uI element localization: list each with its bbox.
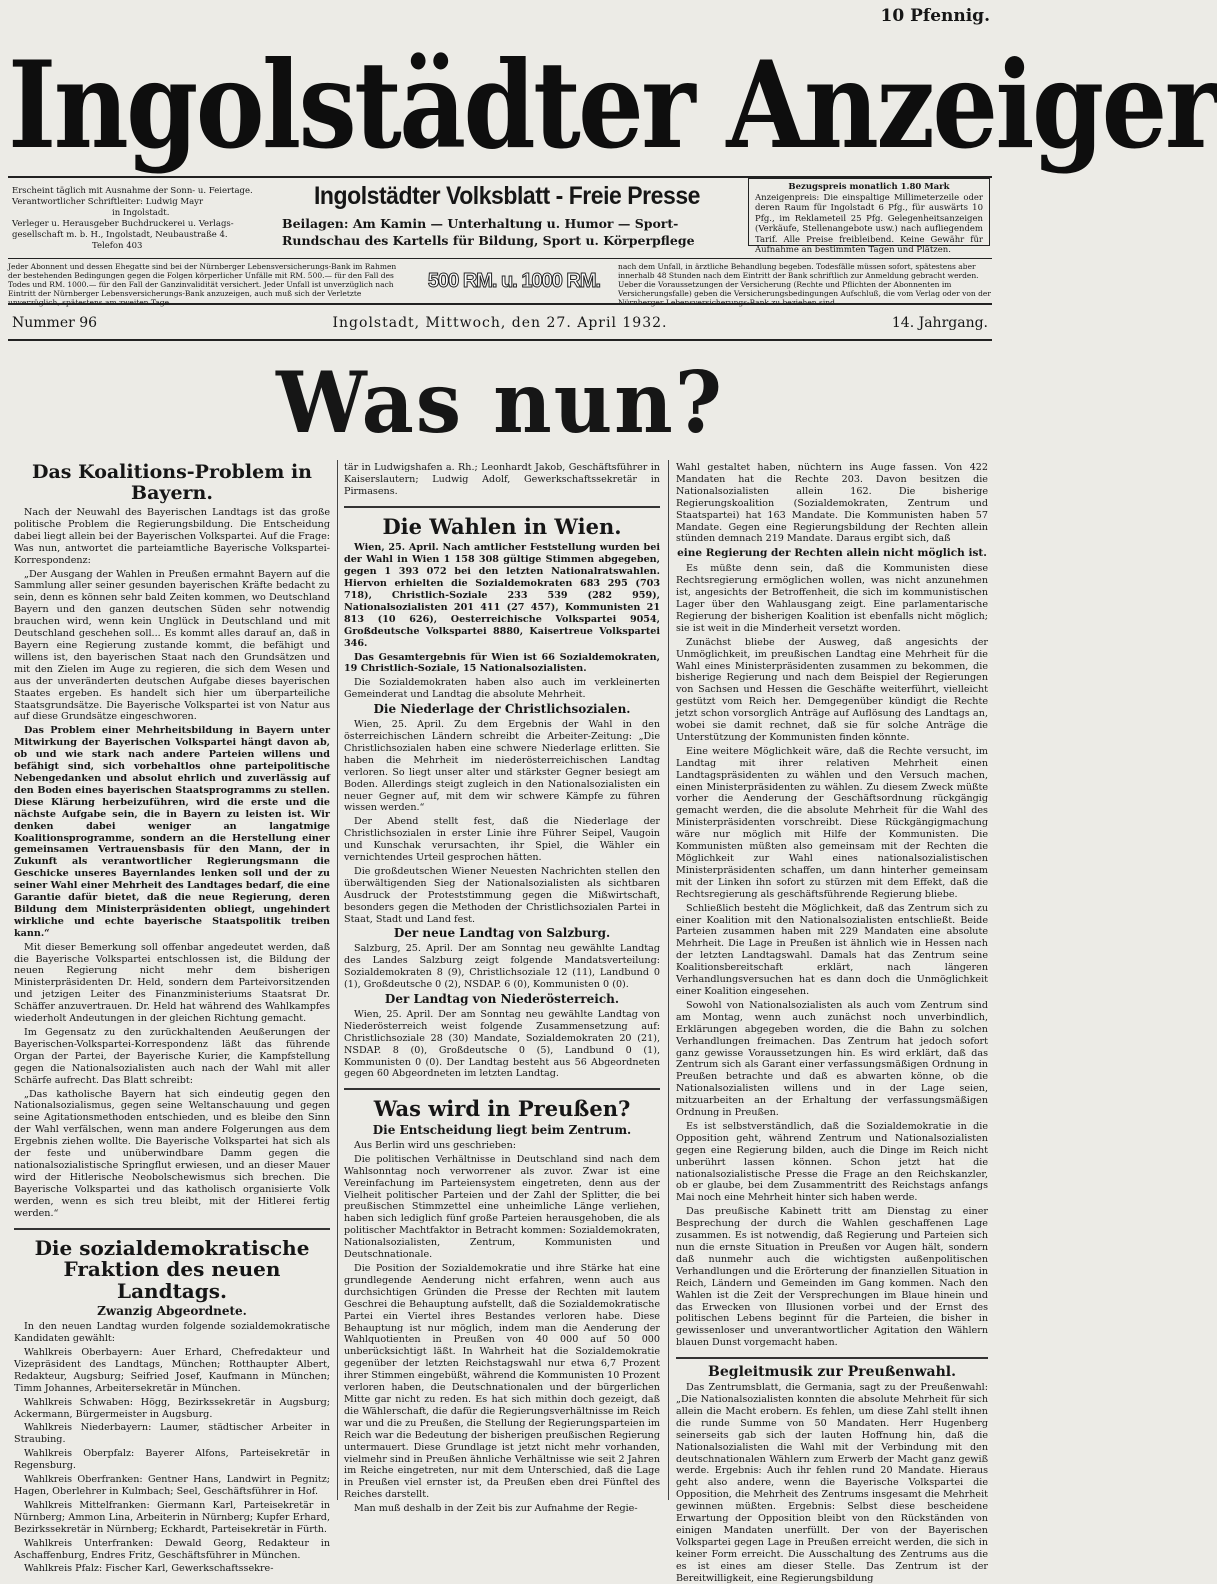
article-paragraph: Aus Berlin wird uns geschrieben: [354,1139,517,1151]
article-paragraph: Zunächst bliebe der Ausweg, daß angesichts der Unmöglichkeit, im preußischen Landtag eine Mehrheit für die Wahl eines Ministerpräsidenten zusammen zu bekommen, die bisherige Regierung und nach dem Beispiel der Regierungen von Sachsen und Hessen die Geschäfte weiterführt, vielleicht gestützt vom Reich her. Demgegenüber kündigt die Rechte jetzt schon vorsorglich Anträge auf Auflösung des Landtags an, wobei sie damit rechnet, daß sie für solche Anträge die Unterstützung der Kommunisten finden könnte. [676,636,988,743]
divider [8,303,992,305]
publisher-line: gesellschaft m. b. H., Ingolstadt, Neubaustraße 4. [12,230,228,240]
article-paragraph: Wahlkreis Schwaben: Högg, Bezirkssekretär in Augsburg; Ackermann, Bürgermeister in Augsburg. [14,1396,330,1420]
article-paragraph: Wahlkreis Unterfranken: Dewald Georg, Redakteur in Aschaffenburg, Endres Fritz, Geschäftsführer in München. [14,1537,330,1561]
subscription-price: Bezugspreis monatlich 1.80 Mark [788,182,950,192]
divider [8,258,992,259]
article-paragraph: Das Gesamtergebnis für Wien ist 66 Sozialdemokraten, 19 Christlich-Soziale, 15 Nationalsozialisten. [344,651,660,675]
pricing-box [748,178,990,255]
column-1 [14,461,330,1575]
article-emphasis: eine Regierung der Rechten allein nicht möglich ist. [677,547,987,560]
article-paragraph: Wahlkreis Oberbayern: Auer Erhard, Chefredakteur und Vizepräsident des Landtags, München; Rotthaupter Albert, Redakteur, Augsburg; Seifried Josef, Kaufmann in München; Timm Johannes, Arbeitersekretär in München. [14,1347,330,1394]
article-paragraph: „Das katholische Bayern hat sich eindeutig gegen den Nationalsozialismus, gegen seine Weltanschauung und gegen seine Agitationsmethoden entschieden, und es bleibe den Sinn der Wahl verfälschen, wenn man andere Folgerungen aus dem Ergebnis ziehen wollte. Die Bayerische Volkspartei hat sich als der feste und unüberwindbare Damm gegen die nationalsozialistische Springflut erwiesen, und an dieser Mauer wird der Hitlerische Neobolschewismus sich brechen. Die Bayerische Volkspartei und das katholisch organisierte Volk werden, wenn es sich treu bleibt, mit der Hitlerei fertig werden.“ [14,1088,330,1219]
article-divider [344,1088,660,1090]
article-paragraph: Es ist selbstverständlich, daß die Sozialdemokratie in die Opposition geht, während Zentrum und Nationalsozialisten gegen eine Regierung bilden, auch die Dinge im Reich nicht unberührt lassen können. Schon jetzt hat die nationalsozialistische Presse die Frage an den Reichskanzler, ob er glaube, bei dem Zusammentritt des Reichstags anfangs Mai noch eine Mehrheit hinter sich haben werde. [676,1120,988,1204]
article-divider [344,506,660,508]
article-paragraph: Eine weitere Möglichkeit wäre, daß die Rechte versucht, im Landtag mit ihrer relativen Mehrheit einen Landtagspräsidenten zu wählen und den Versuch machen, einen Ministerpräsidenten zu wählen. Zu diesem Zweck müßte vorher die Aenderung der Geschäftsordnung rückgängig gemacht werden, die die absolute Mehrheit für die Wahl des Ministerpräsidenten vorschreibt. Diese Rückgängigmachung wäre nur möglich mit Hilfe der Kommunisten. Die Kommunisten müßten also gemeinsam mit der Rechten die Möglichkeit zur Wahl eines nationalsozialistischen Ministerpräsidenten schaffen, um dann hinterher gemeinsam mit der Linken ihn sofort zu stürzen mit dem Effekt, daß die Rechtsregierung als geschäftsführende Regierung bliebe. [676,745,988,900]
volume-number: 14. Jahrgang. [891,315,988,331]
publisher-line: Verleger u. Herausgeber Buchdruckerei u. Verlags- [12,219,234,229]
article-headline: Die sozialdemokratische Fraktion des neuen Landtags. [34,1235,310,1303]
article-divider [14,1228,330,1230]
supplements-line: Rundschau des Kartells für Bildung, Sport u. Körperpflege [282,233,695,248]
masthead-title: Ingolstädter Anzeiger [8,35,1217,176]
article-paragraph: „Der Ausgang der Wahlen in Preußen ermahnt Bayern auf die Sammlung aller seiner gesunden bayerischen Kräfte bedacht zu sein, denn es können sehr bald Zeiten kommen, wo Deutschland Bayern und den ganzen deutschen Süden sehr notwendig brauchen wird, wenn kein Unglück in Deutschland und mit Deutschland geschehen soll... Es kommt alles darauf an, daß in Bayern eine Regierung zustande kommt, die befähigt und willens ist, den bayerischen Staat nach den Grundsätzen und mit den Zielen im Auge zu regieren, die sich dem Wesen und aus der unveränderten deutschen Aufgabe dieses bayerischen Staates ergeben. Es handelt sich hier um überparteiliche Staatsgrundsätze. Die Bayerische Volkspartei ist von Natur aus auf diese Grundsätze eingeschworen. [14,568,330,723]
article-paragraph: Es müßte denn sein, daß die Kommunisten diese Rechtsregierung ermöglichen wollen, was nicht anzunehmen ist, angesichts der Betroffenheit, die sich im kommunistischen Lager über den Wahlausgang zeigt. Eine parlamentarische Regierung der bisherigen Koalition ist ebenfalls nicht möglich; sie ist weit in die Minderheit versetzt worden. [676,563,988,634]
article-paragraph: Mit dieser Bemerkung soll offenbar angedeutet werden, daß die Bayerische Volkspartei entschlossen ist, die Bildung der neuen Regierung nicht mehr dem bisherigen Ministerpräsidenten Dr. Held, sondern dem Parteivorsitzenden und jetzigen Leiter des Finanzministeriums Staatsrat Dr. Schäffer anzuvertrauen. Dr. Held hat während des Wahlkampfes wiederholt Andeutungen in der gleichen Richtung gemacht. [14,941,330,1025]
article-paragraph: Man muß deshalb in der Zeit bis zur Aufnahme der Regie- [354,1503,638,1515]
dateline [12,313,988,333]
issue-date: Ingolstadt, Mittwoch, den 27. April 1932. [332,315,668,331]
article-paragraph: Schließlich besteht die Möglichkeit, daß das Zentrum sich zu einer Koalition mit den Nationalsozialisten entschließt. Beide Parteien zusammen haben mit 229 Mandaten eine absolute Mehrheit. Die Lage in Preußen ist ähnlich wie in Hessen nach der letzten Landtagswahl. Damals hat das Zentrum seine Koalitionsbereitschaft erklärt, nach längeren Verhandlungsversuchen hat es dann doch die Unmöglichkeit einer Koalition eingesehen. [676,902,988,997]
article-paragraph: Das Zentrumsblatt, die Germania, sagt zu der Preußenwahl: „Die Nationalsozialisten konnten die absolute Mehrheit für sich allein die Macht erobern. Es fehlen, um diese Zahl stellt ihnen die runde Summe von 50 Mandaten. Herr Hugenberg seinerseits gab sich der lauten Hoffnung hin, daß die Nationalsozialisten die Wahl mit der Verbindung mit den deutschnationalen Wählern zum Erwerb der Macht ganz gewiß werde. Ergebnis: Auch ihr fehlen rund 20 Mandate. Hieraus geht also andere, wenn die Bayerische Volkspartei die Opposition, die Mehrheit des Zentrums insgesamt die Mehrheit gewinnen müßten. Ergebnis: Selbst diese bescheidene Erwartung der Opposition bleibt von den Rückständen von einigen Mandaten unerfüllt. Der von der Bayerischen Volkspartei gegen Lage in Preußen erreicht werden, die sich in keiner Form erreicht. Die Ausschaltung des Zentrums aus die es ist eines am dieser Stelle. Das Zentrum ist der Bereitwilligkeit, eine Regierungsbildung [676,1382,988,1584]
article-paragraph: Die Position der Sozialdemokratie und ihre Stärke hat eine grundlegende Aenderung nicht erfahren, wenn auch aus durchsichtigen Gründen die Presse der Rechten mit lautem Geschrei die Behauptung aufstellt, daß die Sozialdemokratische Partei ein Viertel ihres Bestandes verloren habe. Diese Behauptung ist nur möglich, indem man die Aenderung der Wahlquotienten in Preußen von 40 000 auf 50 000 unberücksichtigt läßt. In Wahrheit hat die Sozialdemokratie gegenüber der letzten Reichstagswahl nur etwa 6,7 Prozent ihrer Stimmen eingebüßt, während die Kommunisten 10 Prozent verloren haben, die Deutschnationalen und der bürgerlichen Mitte gar nicht zu reden. Es hat sich mithin doch gezeigt, daß die Wählerschaft, die dafür die Regierungsverhältnisse im Reich war und die zu Preußen, die Stellung der Regierungsparteien im Reich war die Bedeutung der bisherigen preußischen Regierung untermauert. Diese Grundlage ist jetzt nicht mehr vorhanden, vielmehr sind in Preußen ähnliche Verhältnisse wie seit 2 Jahren im Reiche eingetreten, nur mit dem Unterschied, daß die Lage in Preußen viel ernster ist, da Preußen eben drei Fünftel des Reiches darstellt. [344,1263,660,1501]
article-paragraph: Die Sozialdemokraten haben also auch im verkleinerten Gemeinderat und Landtag die absolute Mehrheit. [344,677,660,701]
article-paragraph: Wahlkreis Pfalz: Fischer Karl, Gewerkschaftssekre- [24,1563,274,1575]
article-paragraph: Wien, 25. April. Nach amtlicher Feststellung wurden bei der Wahl in Wien 1 158 308 gültige Stimmen abgegeben, gegen 1 393 072 bei den letzten Nationalratswahlen. Hiervon erhielten die Sozialdemokraten 683 295 (703 718), Christlich-Soziale 233 539 (282 959), Nationalsozialisten 201 411 (27 457), Kommunisten 21 813 (10 626), Oesterreichische Volkspartei 9054, Großdeutsche Volkspartei 8880, Kaisertreue Volkspartei 346. [344,542,660,649]
article-paragraph: Die großdeutschen Wiener Neuesten Nachrichten stellen den überwältigenden Sieg der Nationalsozialisten als sichtbaren Ausdruck der Proteststimmung gegen die Mißwirtschaft, besonders gegen die Methoden der Christlichsozialen Partei in Staat, Stadt und Land fest. [344,865,660,925]
insurance-text-left: Jeder Abonnent und dessen Ehegatte sind bei der Nürnberger Lebensversicherungs-Bank im Rahmen der bestehenden Bedingungen gegen die Folgen körperlicher Unfälle mit RM. 500.— für den Fall des Todes und RM. 1000.— für den Fall der Ganzinvalidität versichert. Jeder Unfall ist unverzüglich nach Eintritt der Nürnberger Lebensversicherungs-Bank anzuzeigen, auch muß sich der Verletzte unverzüglich, spätestens am zweiten Tage [8,262,397,307]
insurance-text-right: nach dem Unfall, in ärztliche Behandlung begeben. Todesfälle müssen sofort, spätestens aber innerhalb 48 Stunden nach dem Eintritt der Bank schriftlich zur Anmeldung gebracht werden. Ueber die Voraussetzungen der Versicherung (Rechte und Pflichten der Abonnenten im Versicherungsfalle) geben die Versicherungsbedingungen Aufschluß, die vom Verlag oder von der Nürnberger Lebensversicherungs-Bank zu beziehen sind. [618,262,991,307]
publisher-line: Telefon 403 [92,241,143,251]
article-paragraph: Nach der Neuwahl des Bayerischen Landtags ist das große politische Problem die Regierungsbildung. Die Entscheidung dabei liegt allein bei der Bayerischen Volkspartei. Auf die Frage: Was nun, antwortet die parteiamtliche Bayerische Volkspartei-Korrespondenz: [14,507,330,566]
article-paragraph: Im Gegensatz zu den zurückhaltenden Aeußerungen der Bayerischen-Volkspartei-Korrespondenz läßt das führende Organ der Partei, der Bayerische Kurier, die Kampfstellung gegen die Nationalsozialisten auch nach der Wahl mit aller Schärfe aufrecht. Das Blatt schreibt: [14,1027,330,1086]
column-rule [668,460,669,1500]
column-3 [676,462,988,1584]
article-subheadline: Der neue Landtag von Salzburg. [393,926,611,941]
supplements-line: Beilagen: Am Kamin — Unterhaltung u. Humor — Sport- [282,216,679,231]
main-headline: Was nun? [276,353,724,452]
article-paragraph: Wahl gestaltet haben, nüchtern ins Auge fassen. Von 422 Mandaten hat die Rechte 203. Davon besitzen die Nationalsozialisten allein 162. Die bisherige Regierungskoalition (Sozialdemokraten, Zentrum und Staatspartei) hat 163 Mandate. Die Kommunisten haben 57 Mandate. Gegen eine Regierungsbildung der Rechten allein stünden demnach 219 Mandate. Daraus ergibt sich, daß [676,462,988,545]
insurance-amount: 500 RM. u. 1000 RM. [427,270,601,292]
publisher-info [12,186,268,252]
article-headline: Begleitmusik zur Preußenwahl. [708,1364,956,1381]
article-headline: Das Koalitions-Problem in Bayern. [32,461,312,504]
article-divider [676,1357,988,1359]
article-paragraph: Wahlkreis Niederbayern: Laumer, städtischer Arbeiter in Straubing. [14,1422,330,1446]
article-paragraph: In den neuen Landtag wurden folgende sozialdemokratische Kandidaten gewählt: [14,1321,330,1345]
article-paragraph: Wahlkreis Mittelfranken: Giermann Karl, Parteisekretär in Nürnberg; Ammon Lina, Arbeiterin in Nürnberg; Kupfer Erhard, Bezirkssekretär in Nürnberg; Eckhardt, Parteisekretär in Fürth. [14,1499,330,1535]
insurance-notice [8,262,992,307]
article-paragraph: Die politischen Verhältnisse in Deutschland sind nach dem Wahlsonntag noch verworrener als zuvor. Zwar ist eine Vereinfachung im Parteiensystem eingetreten, denn aus der Vielheit politischer Parteien und der Zahl der Splitter, die bei preußischen Stimmzettel eine unheimliche Länge verliehen, haben sich lediglich fünf große Parteien herausgehoben, die als politischer Machtfaktor in Betracht kommen: Sozialdemokraten, Nationalsozialisten, Zentrum, Kommunisten und Deutschnationale. [344,1153,660,1261]
article-paragraph: Das Problem einer Mehrheitsbildung in Bayern unter Mitwirkung der Bayerischen Volkspartei hängt davon ab, ob und wie stark nach andere Parteien willens und befähigt sind, sich vorbehaltlos ohne parteipolitische Nebengedanken und absolut ehrlich und zuverlässig auf den Boden eines bayerischen Staatsprogramms zu stellen. Diese Klärung herbeizuführen, wird die erste und die nächste Aufgabe sein, die in Bayern zu leisten ist. Wir denken dabei weniger an langatmige Koalitionsprogramme, sondern an die Herstellung einer gemeinsamen Vertrauensbasis für den Mann, der in Zukunft als verantwortlicher Regierungsmann die Geschicke unseres Bayernlandes lenken soll und der zu seiner Wahl einer Mehrheit des Landtages bedarf, die eine Garantie dafür bietet, daß die neue Regierung, deren Bildung dem Ministerpräsidenten obliegt, ungehindert wirkliche und echte bayerische Staatspolitik treiben kann.“ [14,725,330,939]
price-label: 10 Pfennig. [880,6,990,26]
publisher-line: Erscheint täglich mit Ausnahme der Sonn- u. Feiertage. [12,186,253,196]
article-paragraph: Wien, 25. April. Zu dem Ergebnis der Wahl in den österreichischen Ländern schreibt die Arbeiter-Zeitung: „Die Christlichsozialen haben eine schwere Niederlage erlitten. Sie haben die Mehrheit im niederösterreichischen Landtag verloren. So liegt unser alter und stärkster Gegner besiegt am Boden. Allerdings steigt zugleich in den Nationalsozialisten ein neuer Gegner auf, mit dem wir schwere Kämpfe zu führen wissen werden.“ [344,719,660,814]
column-2 [344,462,660,1515]
article-paragraph: Wahlkreis Oberpfalz: Bayerer Alfons, Parteisekretär in Regensburg. [14,1448,330,1472]
article-paragraph: Das preußische Kabinett tritt am Dienstag zu einer Besprechung der durch die Wahlen geschaffenen Lage zusammen. Es ist notwendig, daß Regierung und Parteien sich nun die ernste Situation in Preußen vor Augen hält, sondern daß nunmehr auch die wichtigsten außenpolitischen Verhandlungen und die Erörterung der finanziellen Situation in Reich, Ländern und Gemeinden im Gang kommen. Nach den Wahlen ist die Zeit der Versprechungen im Blaue hinein und das Erwecken von Illusionen vorbei und der Ernst des politischen Lebens beginnt für die Parteien, die bisher in gewissenloser und unverantwortlicher Agitation den Wählern blauen Dunst vorgemacht haben. [676,1206,988,1349]
article-paragraph: Sowohl von Nationalsozialisten als auch vom Zentrum sind am Montag, wenn auch zunächst noch unverbindlich, Erklärungen abgegeben worden, die die Bahn zu solchen Verhandlungen freimachen. Das Zentrum hat jedoch sofort ganz gewisse Voraussetzungen hin. Es wird erklärt, daß das Zentrum sich als Garant einer verfassungsmäßigen Ordnung in Preußen betrachte und daß es abwarten könne, ob die Nationalsozialisten willens und in der Lage seien, mitzuarbeiten an der Erhaltung der verfassungsmäßigen Ordnung in Preußen. [676,999,988,1119]
publisher-line: in Ingolstadt. [112,208,170,218]
article-subheadline: Die Niederlage der Christlichsozialen. [373,702,631,717]
article-paragraph: Der Abend stellt fest, daß die Niederlage der Christlichsozialen in erster Linie ihre Führer Seipel, Vaugoin und Kunschak verursachten, ihr Spiel, die Wähler ein vernichtendes Urteil gesprochen hätten. [344,816,660,864]
subtitle-block [282,182,732,249]
article-headline: Was wird in Preußen? [373,1096,631,1122]
supplements-info [282,215,732,249]
ad-pricing: Anzeigenpreis: Die einspaltige Millimeterzeile oder deren Raum für Ingolstadt 6 Pfg., für auswärts 10 Pfg., im Reklameteil 25 Pfg. Gelegenheitsanzeigen (Verkäufe, Stellenangebote usw.) nach aufliegendem Tarif. Alle Preise freibleibend. Keine Gewähr für Aufnahme an bestimmten Tagen und Plätzen. [755,192,983,255]
article-paragraph: tär in Ludwigshafen a. Rh.; Leonhardt Jakob, Geschäftsführer in Kaiserslautern; Ludwig Adolf, Gewerkschaftssekretär in Pirmasens. [344,462,660,497]
article-subheadline: Die Entscheidung liegt beim Zentrum. [372,1123,632,1138]
article-subheadline: Der Landtag von Niederösterreich. [384,992,620,1007]
article-paragraph: Wien, 25. April. Der am Sonntag neu gewählte Landtag von Niederösterreich weist folgende Zusammensetzung auf: Christlichsoziale 28 (30) Mandate, Sozialdemokraten 20 (21), NSDAP. 8 (0), Großdeutsche 0 (5), Landbund 0 (1), Kommunisten 0 (0). Der Landtag besteht aus 56 Abgeordneten gegen 60 Abgeordneten im letzten Landtag. [344,1008,660,1080]
column-rule [337,460,338,1500]
subtitle: Ingolstädter Volksblatt - Freie Presse [314,182,700,210]
article-paragraph: Salzburg, 25. April. Der am Sonntag neu gewählte Landtag des Landes Salzburg zeigt folgende Mandatsverteilung: Sozialdemokraten 8 (9), Christlichsoziale 12 (11), Landbund 0 (1), Großdeutsche 0 (2), NSDAP. 6 (0), Kommunisten 0 (0). [344,943,660,991]
issue-number: Nummer 96 [12,315,98,331]
article-paragraph: Wahlkreis Oberfranken: Gentner Hans, Landwirt in Pegnitz; Hagen, Oberlehrer in Kulmbach; Seel, Geschäftsführer in Hof. [14,1474,330,1497]
divider [8,339,992,341]
article-subheadline: Zwanzig Abgeordnete. [97,1304,247,1319]
article-headline: Die Wahlen in Wien. [382,513,622,539]
publisher-line: Verantwortlicher Schriftleiter: Ludwig Mayr [12,197,204,207]
